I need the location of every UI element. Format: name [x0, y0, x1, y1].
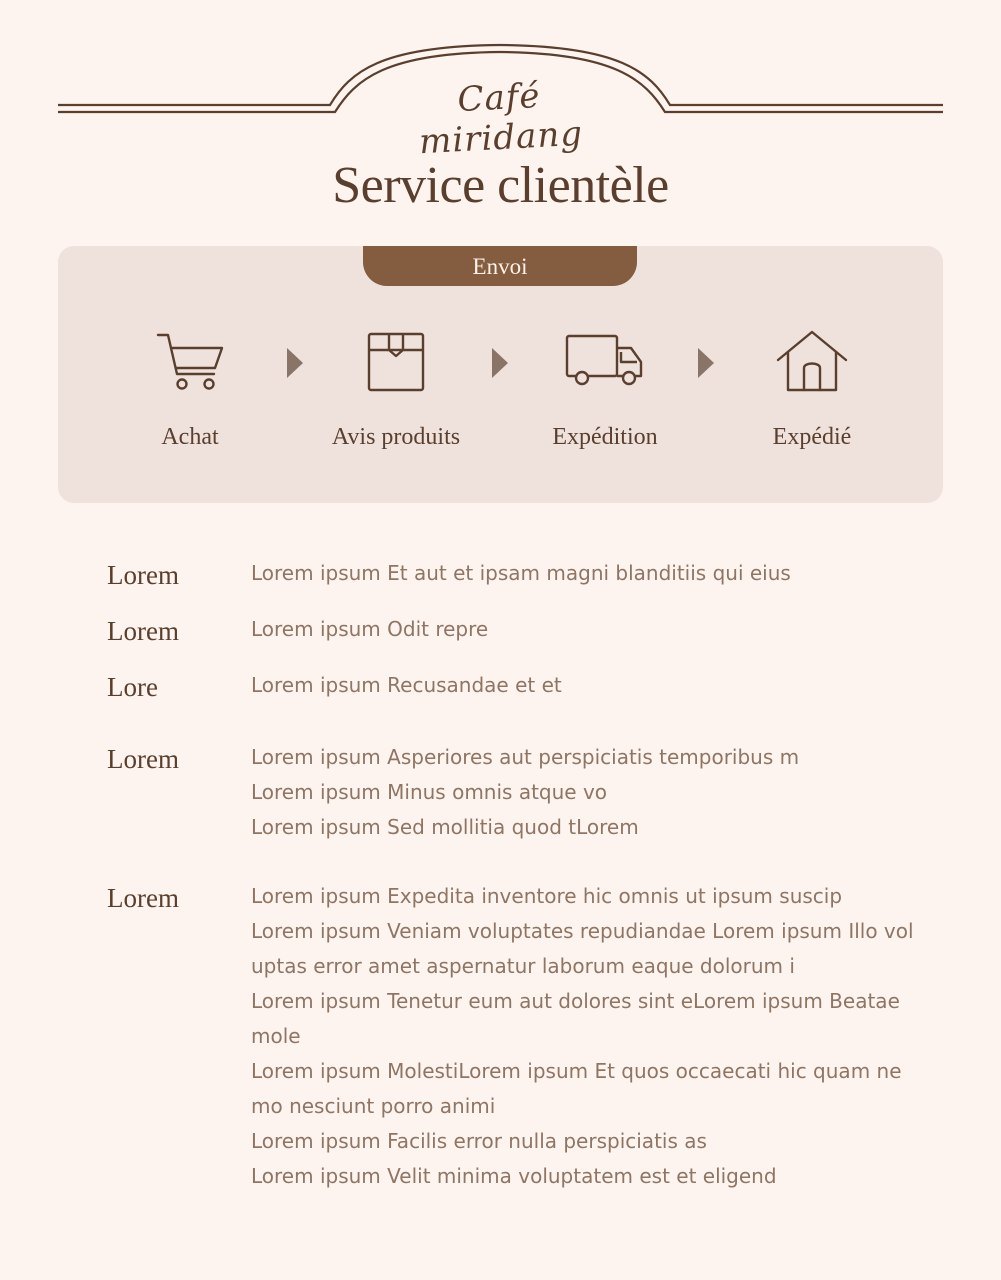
step-product-review [296, 330, 496, 451]
step-label-product-review: Avis produits [331, 424, 461, 450]
detail-row [107, 556, 937, 594]
detail-label: Lorem [107, 883, 179, 913]
brand-logo-text: Café miridang [418, 75, 584, 163]
detail-line: Lorem ipsum Recusandae et et [251, 673, 562, 697]
detail-row [107, 612, 937, 650]
detail-text [251, 612, 937, 650]
detail-line: Lorem ipsum Et aut et ipsam magni blanditiis qui eius [251, 561, 791, 585]
detail-text [251, 879, 937, 1194]
detail-row [107, 668, 937, 706]
cart-icon [154, 330, 226, 394]
step-delivered [712, 330, 912, 451]
box-icon [360, 330, 432, 394]
detail-line: Lorem ipsum Sed mollitia quod tLorem [251, 815, 639, 839]
detail-row [107, 879, 937, 1194]
detail-row [107, 740, 937, 845]
detail-line: Lorem ipsum Veniam voluptates repudiandae Lorem ipsum Illo vol [251, 919, 914, 943]
step-label-delivered: Expédié [772, 424, 852, 450]
step-label-shipping: Expédition [552, 424, 658, 450]
detail-line: Lorem ipsum Velit minima voluptatem est et eligend [251, 1164, 777, 1188]
detail-line: Lorem ipsum Minus omnis atque vo [251, 780, 608, 804]
detail-label: Lorem [107, 560, 179, 590]
detail-label: Lorem [107, 616, 179, 646]
detail-line: Lorem ipsum Odit repre [251, 617, 489, 641]
truck-icon [565, 330, 645, 394]
detail-text [251, 740, 937, 845]
step-purchase [90, 330, 290, 451]
detail-line: Lorem ipsum Tenetur eum aut dolores sint eLorem ipsum Beatae [251, 989, 900, 1013]
details-list [107, 556, 937, 1212]
detail-line: uptas error amet aspernatur laborum eaque dolorum i [251, 954, 795, 978]
detail-text [251, 556, 937, 594]
detail-text [251, 668, 937, 706]
detail-label: Lorem [107, 744, 179, 774]
panel-tab: Envoi [363, 246, 637, 286]
shipping-panel [58, 246, 943, 503]
detail-line: Lorem ipsum Facilis error nulla perspiciatis as [251, 1129, 707, 1153]
step-label-purchase: Achat [161, 424, 219, 450]
detail-line: mole [251, 1024, 301, 1048]
detail-line: mo nesciunt porro animi [251, 1094, 496, 1118]
page-title: Service clientèle [332, 157, 669, 214]
step-shipping [505, 330, 705, 451]
detail-label: Lore [107, 672, 158, 702]
detail-line: Lorem ipsum Expedita inventore hic omnis ut ipsum suscip [251, 884, 843, 908]
detail-line: Lorem ipsum Asperiores aut perspiciatis temporibus m [251, 745, 800, 769]
house-icon [776, 330, 848, 394]
detail-line: Lorem ipsum MolestiLorem ipsum Et quos occaecati hic quam ne [251, 1059, 902, 1083]
